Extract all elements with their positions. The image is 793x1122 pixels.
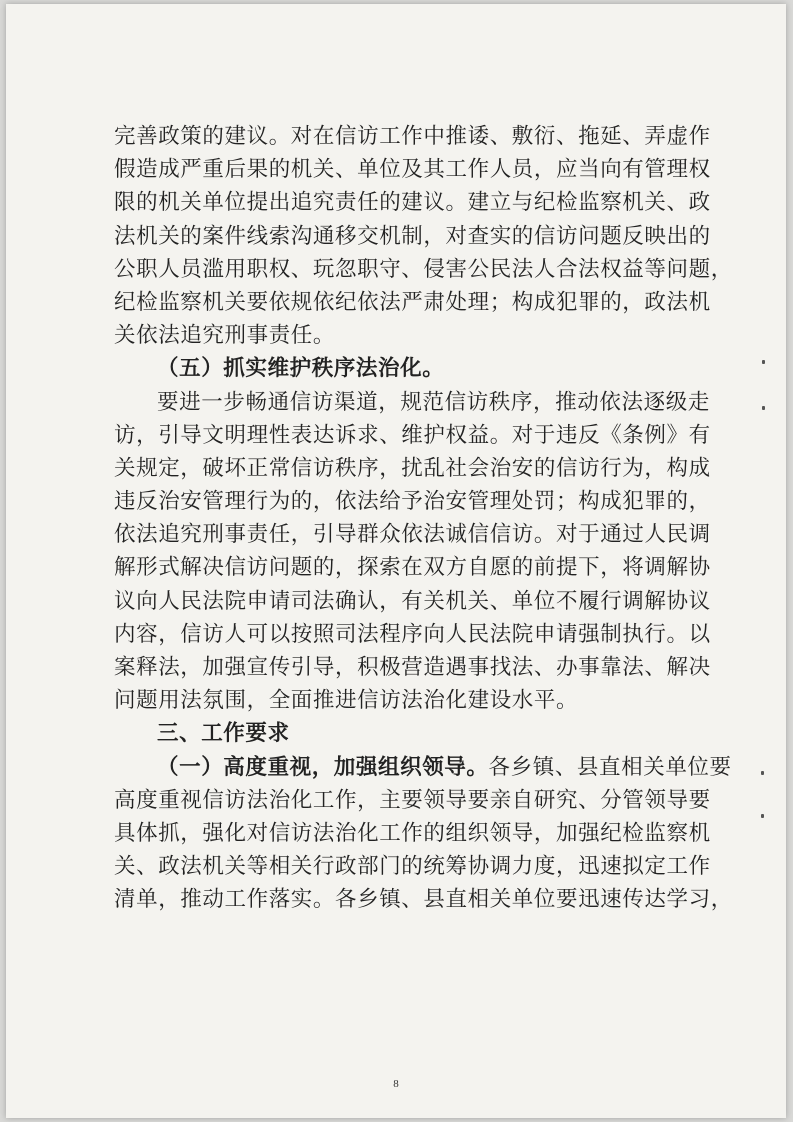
page-number: 8 [393,1078,399,1090]
text-line: 法机关的案件线索沟通移交机制，对查实的信访问题反映出的 [114,223,711,249]
text-line: 关、政法机关等相关行政部门的统筹协调力度，迅速拟定工作 [114,854,711,880]
text-line: 纪检监察机关要依规依纪依法严肃处理；构成犯罪的，政法机 [114,289,711,315]
text-line: 解形式解决信访问题的，探索在双方自愿的前提下，将调解协 [114,555,711,581]
text-line: 关依法追究刑事责任。 [114,323,336,349]
document-page [6,4,786,1118]
section-heading: （五）抓实维护秩序法治化。 [157,356,445,382]
scan-speck [761,814,764,818]
scan-speck [762,360,765,364]
text-line: 内容，信访人可以按照司法程序向人民法院申请强制执行。以 [114,621,711,647]
text-line: 假造成严重后果的机关、单位及其工作人员，应当向有管理权 [114,157,711,183]
major-heading: 三、工作要求 [157,721,290,747]
scan-speck [761,771,764,775]
text-line: 要进一步畅通信访渠道，规范信访秩序，推动依法逐级走 [157,389,710,415]
text-run: 各乡镇、县直相关单位要 [488,754,732,780]
text-line: 具体抓，强化对信访法治化工作的组织领导，加强纪检监察机 [114,820,711,846]
text-line: 访，引导文明理性表达诉求、维护权益。对于违反《条例》有 [114,422,711,448]
text-line: 清单，推动工作落实。各乡镇、县直相关单位要迅速传达学习， [114,887,733,913]
text-line: 议向人民法院申请司法确认，有关机关、单位不履行调解协议 [114,588,711,614]
text-line: 限的机关单位提出追究责任的建议。建立与纪检监察机关、政 [114,190,711,216]
text-line [114,751,732,784]
text-line: 公职人员滥用职权、玩忽职守、侵害公民法人合法权益等问题， [114,256,733,282]
text-line: 依法追究刑事责任，引导群众依法诚信信访。对于通过人民调 [114,522,711,548]
scan-speck [762,406,765,410]
text-line: 高度重视信访法治化工作，主要领导要亲自研究、分管领导要 [114,787,711,813]
text-line: 案释法，加强宣传引导，积极营造遇事找法、办事靠法、解决 [114,655,711,680]
subsection-heading: （一）高度重视，加强组织领导。 [157,754,489,780]
text-line: 违反治安管理行为的，依法给予治安管理处罚；构成犯罪的， [114,489,711,515]
text-line: 完善政策的建议。对在信访工作中推诿、敷衍、拖延、弄虚作 [114,124,711,149]
document-body [114,120,733,917]
text-line: 关规定，破坏正常信访秩序，扰乱社会治安的信访行为，构成 [114,455,711,481]
text-line: 问题用法氛围，全面推进信访法治化建设水平。 [114,688,579,714]
